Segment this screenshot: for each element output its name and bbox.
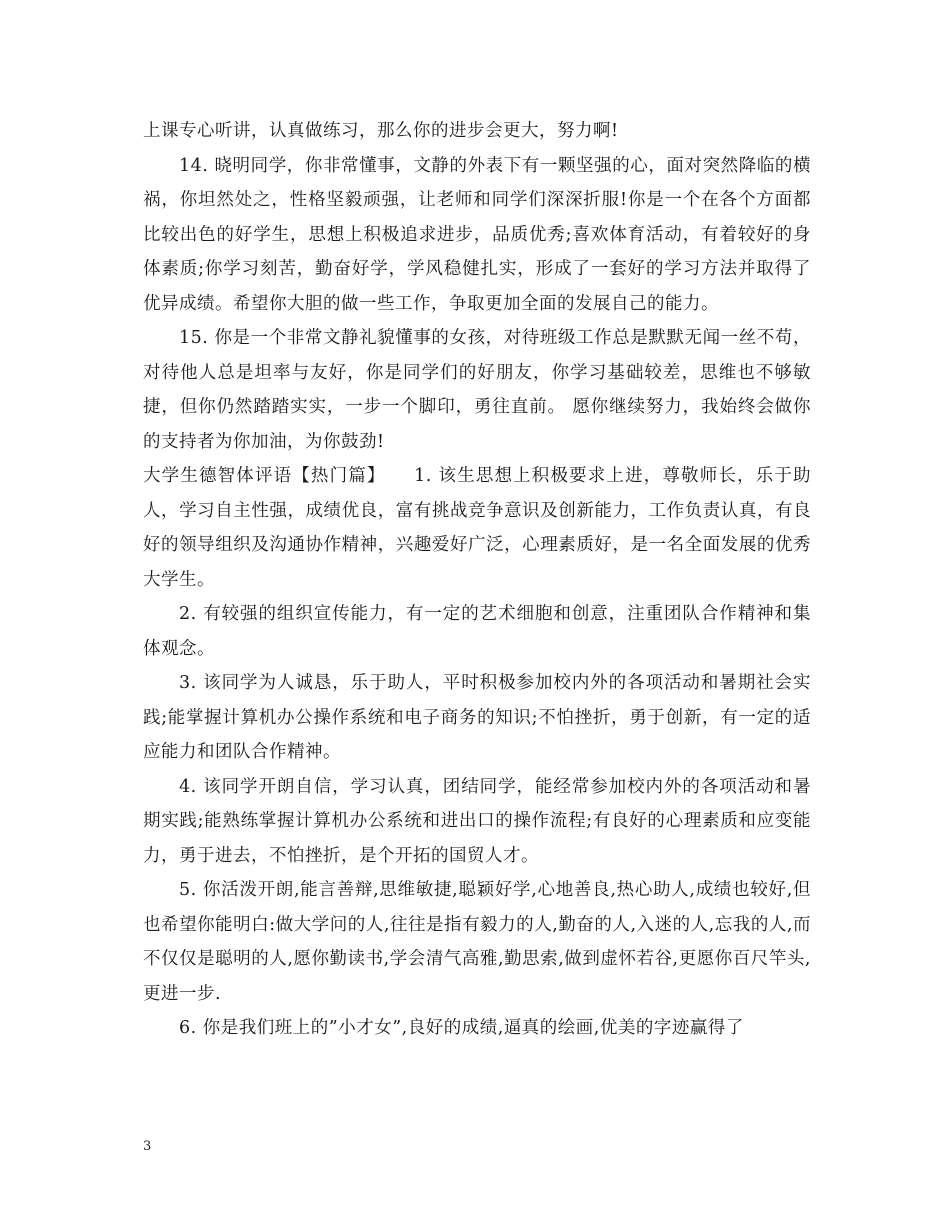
paragraph-item-14: 14. 晓明同学，你非常懂事，文静的外表下有一颗坚强的心，面对突然降临的横祸，你坦然处之，性格坚毅顽强，让老师和同学们深深折服!你是一个在各个方面都比较出色的好学生，思想上积极追求进步，品质优秀;喜欢体育活动，有着较好的身体素质;你学习刻苦，勤奋好学，学风稳健扎实，形成了一套好的学习方法并取得了优异成绩。希望你大胆的做一些工作，争取更加全面的发展自己的能力。 <box>143 155 811 314</box>
paragraph-item-15: 15. 你是一个非常文静礼貌懂事的女孩，对待班级工作总是默默无闻一丝不苟，对待他人总是坦率与友好，你是同学们的好朋友，你学习基础较差，思维也不够敏捷，但你仍然踏踏实实，一步一个脚印，勇往直前。 愿你继续努力，我始终会做你的支持者为你加油，为你鼓劲! <box>143 328 811 452</box>
paragraph-item-2: 2. 有较强的组织宣传能力，有一定的艺术细胞和创意，注重团队合作精神和集体观念。 <box>143 604 811 659</box>
paragraph-continuation: 上课专心听讲，认真做练习，那么你的进步会更大，努力啊! <box>143 121 619 141</box>
page-number: 3 <box>143 1139 152 1154</box>
document-body <box>143 114 811 1046</box>
paragraph-section-heading-item-1: 大学生德智体评语【热门篇】 1. 该生思想上积极要求上进，尊敬师长，乐于助人，学习自主性强，成绩优良，富有挑战竞争意识及创新能力，工作负责认真，有良好的领导组织及沟通协作精神，兴趣爱好广泛，心理素质好，是一名全面发展的优秀大学生。 <box>143 466 811 590</box>
paragraph-item-4: 4. 该同学开朗自信，学习认真，团结同学，能经常参加校内外的各项活动和暑期实践;能熟练掌握计算机办公系统和进出口的操作流程;有良好的心理素质和应变能力，勇于进去，不怕挫折，是个开拓的国贸人才。 <box>143 776 811 866</box>
paragraph-item-5: 5. 你活泼开朗,能言善辩,思维敏捷,聪颖好学,心地善良,热心助人,成绩也较好,但也希望你能明白:做大学问的人,往往是指有毅力的人,勤奋的人,入迷的人,忘我的人,而不仅仅是聪明的人,愿你勤读书,学会清气高雅,勤思索,做到虚怀若谷,更愿你百尺竿头,更进一步. <box>143 880 811 1004</box>
paragraph-item-6: 6. 你是我们班上的”小才女”,良好的成绩,逼真的绘画,优美的字迹赢得了 <box>179 1018 744 1038</box>
paragraph-item-3: 3. 该同学为人诚恳，乐于助人，平时积极参加校内外的各项活动和暑期社会实践;能掌握计算机办公操作系统和电子商务的知识;不怕挫折，勇于创新，有一定的适应能力和团队合作精神。 <box>143 673 811 762</box>
